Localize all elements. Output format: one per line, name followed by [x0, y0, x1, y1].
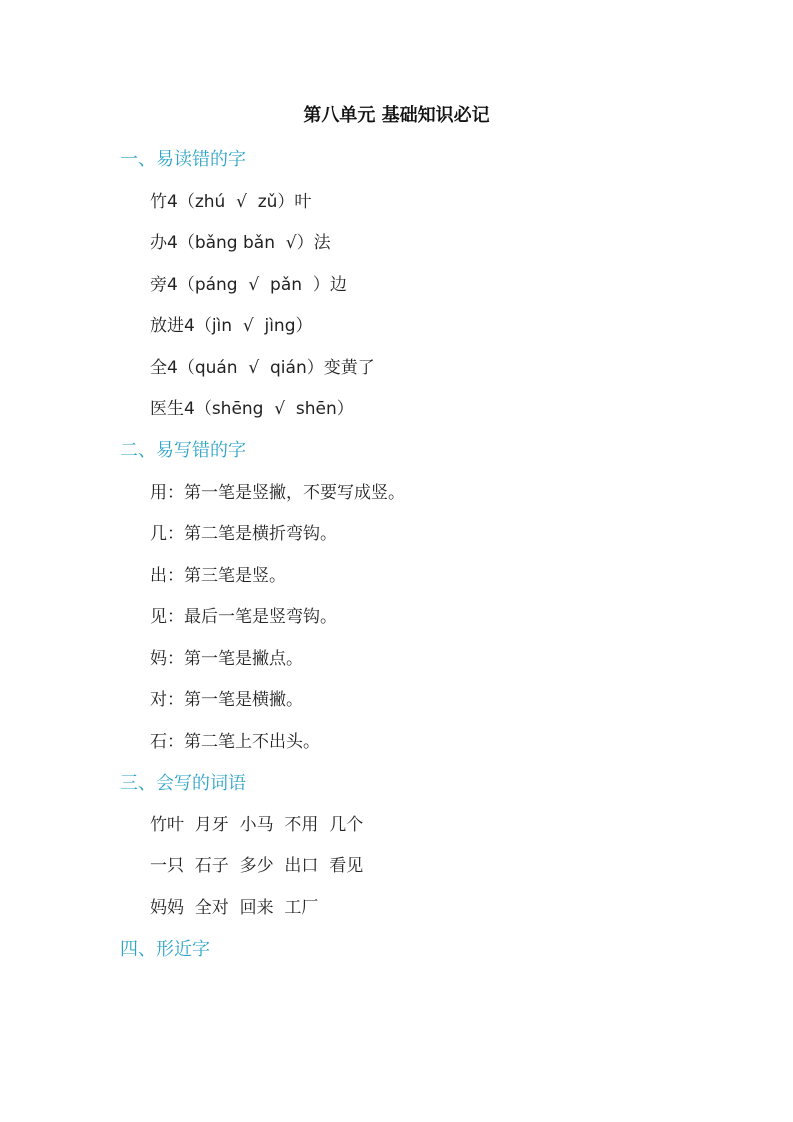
list-item: 见：最后一笔是竖弯钩。 — [150, 607, 337, 627]
list-item: 妈：第一笔是撇点。 — [150, 649, 303, 669]
section-heading-similar-chars: 四、形近字 — [120, 939, 210, 960]
list-item: 放进4（jìn √ jìng） — [150, 316, 313, 336]
list-item: 出：第三笔是竖。 — [150, 566, 286, 586]
section-heading-words: 三、会写的词语 — [120, 773, 246, 794]
list-item: 办4（bǎng bǎn √）法 — [150, 233, 331, 253]
list-item: 竹叶 月牙 小马 不用 几个 — [150, 815, 364, 835]
section-heading-hard-to-read: 一、易读错的字 — [120, 149, 246, 170]
list-item: 对：第一笔是横撇。 — [150, 690, 303, 710]
list-item: 旁4（páng √ pǎn ）边 — [150, 275, 347, 295]
list-item: 医生4（shēng √ shēn） — [150, 399, 354, 419]
list-item: 石：第二笔上不出头。 — [150, 732, 320, 752]
list-item: 一只 石子 多少 出口 看见 — [150, 856, 364, 876]
list-item: 几：第二笔是横折弯钩。 — [150, 524, 337, 544]
list-item: 全4（quán √ qián）变黄了 — [150, 358, 375, 378]
section-heading-hard-to-write: 二、易写错的字 — [120, 440, 246, 461]
list-item: 用：第一笔是竖撇，不要写成竖。 — [150, 483, 405, 503]
list-item: 妈妈 全对 回来 工厂 — [150, 898, 319, 918]
page-title: 第八单元 基础知识必记 — [303, 105, 490, 126]
list-item: 竹4（zhú √ zǔ）叶 — [150, 192, 312, 212]
